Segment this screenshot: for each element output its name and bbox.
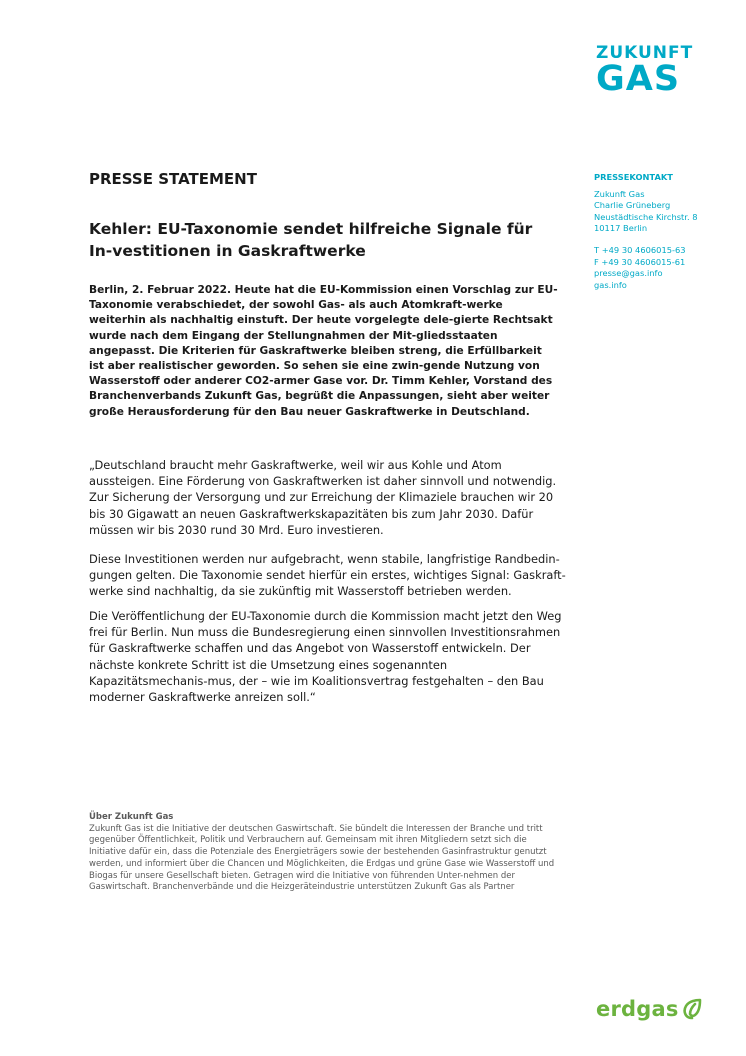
leaf-icon xyxy=(681,997,703,1021)
erdgas-logo xyxy=(596,992,703,1026)
body-paragraph-3: Die Veröffentlichung der EU-Taxonomie durch die Kommission macht jetzt den Weg frei für Berlin. Nun muss die Bundesregierung einen sinnvollen Investitionsrahmen für Gaskraftwerke schaffen und das Angebot von Wasserstoff entwickeln. Der nächste konkrete Schritt ist die Umsetzung eines sogenannten Kapazitätsmechanis-mus, der – wie im Koalitionsvertrag festgehalten – den Bau moderner Gaskraftwerke anreizen soll.“ xyxy=(89,609,562,705)
logo-line2: GAS xyxy=(596,59,681,99)
contact-name: Charlie Grüneberg xyxy=(594,200,671,211)
press-contact xyxy=(594,172,734,291)
logo-line1: ZUKUNFT xyxy=(596,43,694,63)
contact-label: PRESSEKONTAKT xyxy=(594,172,673,182)
contact-email-link[interactable]: presse@gas.info xyxy=(594,268,663,279)
erdgas-wordmark: erdgas xyxy=(596,997,679,1021)
contact-web-link[interactable]: gas.info xyxy=(594,279,627,290)
contact-phone: T +49 30 4606015-63 xyxy=(594,244,686,255)
contact-fax: F +49 30 4606015-61 xyxy=(594,256,686,267)
contact-street: Neustädtische Kirchstr. 8 xyxy=(594,211,698,222)
zukunft-gas-logo xyxy=(596,44,696,97)
body-paragraph-1: „Deutschland braucht mehr Gaskraftwerke, weil wir aus Kohle und Atom aussteigen. Eine Förderung von Gaskraftwerken ist daher sinnvoll und notwendig. Zur Sicherung der Versorgung und zur Erreichung der Klimaziele brauchen wir 20 bis 30 Gigawatt an neuen Gaskraftwerkskapazitäten bis zum Jahr 2030. Dafür müssen wir bis 2030 rund 30 Mrd. Euro investieren. xyxy=(89,458,557,537)
about-text: Zukunft Gas ist die Initiative der deutschen Gaswirtschaft. Sie bündelt die Interessen der Branche und tritt gegenüber Öffentlichkeit, Politik und Verbrauchern auf. Gemeinsam mit ihren Mitgliedern setzt sich die Initiative dafür ein, dass die Potenziale des Energieträgers sowie der bestehenden Gasinfrastruktur genutzt werden, und informiert über die Chancen und Möglichkeiten, die Erdgas und grüne Gase wie Wasserstoff und Biogas für unsere Gesellschaft bieten. Getragen wird die Initiative von führenden Unter-nehmen der Gaswirtschaft. Branchenverbände und die Heizgeräteindustrie unterstützen Zukunft Gas als Partner xyxy=(89,823,555,893)
about-label: Über Zukunft Gas xyxy=(89,812,174,822)
lead-paragraph: Berlin, 2. Februar 2022. Heute hat die EU-Kommission einen Vorschlag zur EU-Taxonomie verabschiedet, der sowohl Gas- als auch Atomkraft-werke weiterhin als nachhaltig einstuft. Der heute vorgelegte dele-gierte Rechtsakt wurde nach dem Eingang der Stellungnahmen der Mit-gliedsstaaten angepasst. Die Kriterien für Gaskraftwerke bleiben streng, die Erfüllbarkeit ist aber realistischer geworden. So sehen sie eine zwin-gende Nutzung von Wasserstoff oder anderer CO2-armer Gase vor. Dr. Timm Kehler, Vorstand des Branchenverbands Zukunft Gas, begrüßt die Anpassungen, sieht aber weiter große Herausforderung für den Bau neuer Gaskraftwerke in Deutschland. xyxy=(89,284,558,418)
body-paragraph-2: Diese Investitionen werden nur aufgebracht, wenn stabile, langfristige Randbedin-gungen gelten. Die Taxonomie sendet hierfür ein erstes, wichtiges Signal: Gaskraft-werke sind nachhaltig, da sie zukünftig mit Wasserstoff betrieben werden. xyxy=(89,552,566,599)
press-title: Kehler: EU-Taxonomie sendet hilfreiche Signale für In-vestitionen in Gaskraftwerke xyxy=(89,220,533,260)
contact-org: Zukunft Gas xyxy=(594,188,645,199)
document-heading: PRESSE STATEMENT xyxy=(89,170,257,188)
contact-city: 10117 Berlin xyxy=(594,223,648,234)
about-section xyxy=(89,812,559,894)
